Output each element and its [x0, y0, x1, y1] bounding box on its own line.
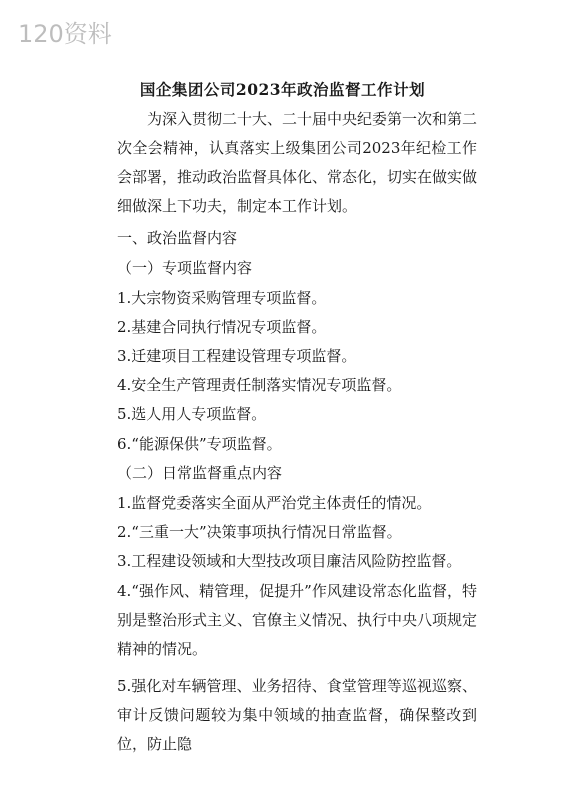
- list-item: 5.选人用人专项监督。: [117, 405, 267, 423]
- list-item-paragraph: 5.强化对车辆管理、业务招待、食堂管理等巡视巡察、审计反馈问题较为集中领域的抽查监督，确保整改到位，防止隐: [117, 677, 477, 753]
- list-item: 1.监督党委落实全面从严治党主体责任的情况。: [117, 494, 432, 512]
- list-item: 2.“三重一大”决策事项执行情况日常监督。: [117, 523, 402, 541]
- list-item: 2.基建合同执行情况专项监督。: [117, 318, 327, 336]
- list-item: 3.工程建设领域和大型技改项目廉洁风险防控监督。: [117, 552, 462, 570]
- watermark: 120资料: [18, 20, 112, 48]
- list-item-paragraph: 4.“强作风、精管理，促提升”作风建设常态化监督，特别是整治形式主义、官僚主义情况、执行中央八项规定精神的情况。: [117, 582, 478, 658]
- document-title: 国企集团公司2023年政治监督工作计划: [139, 80, 426, 99]
- list-item: 3.迁建项目工程建设管理专项监督。: [117, 347, 357, 365]
- subsection-heading-1: （一）专项监督内容: [117, 259, 253, 277]
- list-item: 4.安全生产管理责任制落实情况专项监督。: [117, 376, 402, 394]
- section-heading-1: 一、政治监督内容: [117, 229, 238, 247]
- subsection-heading-2: （二）日常监督重点内容: [117, 464, 283, 482]
- intro-paragraph: 为深入贯彻二十大、二十届中央纪委第一次和第二次全会精神，认真落实上级集团公司2023年纪检工作会部署，推动政治监督具体化、常态化，切实在做实做细做深上下功夫，制定本工作计划。: [117, 110, 478, 215]
- list-item: 6.“能源保供”专项监督。: [117, 435, 282, 453]
- list-item: 1.大宗物资采购管理专项监督。: [117, 289, 327, 307]
